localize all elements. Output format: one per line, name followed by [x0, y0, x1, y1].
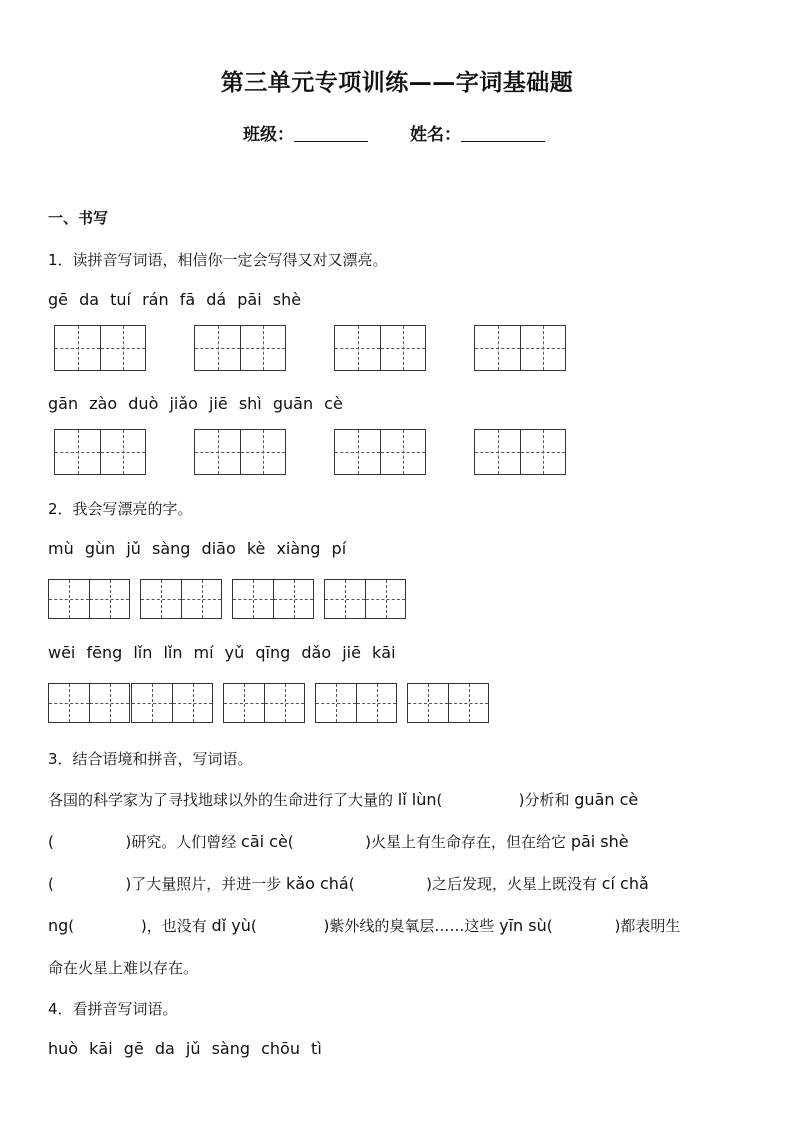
writing-box[interactable] [131, 683, 213, 723]
guide-line-vertical [161, 580, 162, 618]
character-cell[interactable] [240, 326, 285, 370]
character-cell[interactable] [240, 430, 285, 474]
guide-line-vertical [403, 326, 404, 370]
writing-box[interactable] [54, 325, 146, 371]
q3-line5: 命在火星上难以存在。 [48, 959, 199, 977]
q2-pinyin-row2: wēi fēng lǐn lǐn mí yǔ qīng dǎo jiē kāi [48, 643, 396, 662]
character-cell[interactable] [380, 430, 425, 474]
writing-box[interactable] [474, 429, 566, 475]
guide-line-vertical [244, 684, 245, 722]
q3-text: 都表明生 [620, 917, 681, 935]
character-cell[interactable] [195, 430, 240, 474]
character-cell[interactable] [89, 580, 129, 618]
guide-line-vertical [110, 580, 111, 618]
writing-box[interactable] [48, 579, 130, 619]
q3-text: 了大量照片，并进一步 [131, 875, 287, 893]
guide-line-vertical [386, 580, 387, 618]
writing-box[interactable] [334, 429, 426, 475]
q1-pinyin-row2: gān zào duò jiǎo jiē shì guān cè [48, 394, 343, 413]
guide-line-vertical [543, 326, 544, 370]
writing-box[interactable] [407, 683, 489, 723]
q1-prompt: 1．读拼音写词语，相信你一定会写得又对又漂亮。 [48, 251, 388, 269]
character-cell[interactable] [356, 684, 396, 722]
q3-blank[interactable]: ( ) [250, 917, 330, 935]
class-field [243, 120, 368, 145]
q3-text: 之后发现，火星上既没有 [431, 875, 602, 893]
character-cell[interactable] [380, 326, 425, 370]
q3-blank[interactable]: ( ) [68, 917, 147, 935]
q4-pinyin-row1: huò kāi gē da jǔ sàng chōu tì [48, 1039, 322, 1058]
guide-line-vertical [336, 684, 337, 722]
q3-blank[interactable]: ( ) [48, 875, 132, 893]
q1-pinyin-row1: gē da tuí rán fā dá pāi shè [48, 290, 302, 309]
writing-box[interactable] [324, 579, 406, 619]
name-label: 姓名： [410, 125, 461, 145]
character-cell[interactable] [224, 684, 264, 722]
q3-pinyin: lǐ lùn [397, 790, 437, 809]
guide-line-vertical [69, 580, 70, 618]
guide-line-vertical [428, 684, 429, 722]
q3-pinyin: ng [48, 916, 69, 935]
guide-line-vertical [110, 684, 111, 722]
q3-blank[interactable]: ( ) [48, 833, 132, 851]
q3-text: 各国的科学家为了寻找地球以外的生命进行了大量的 [48, 791, 398, 809]
guide-line-vertical [403, 430, 404, 474]
character-cell[interactable] [325, 580, 365, 618]
character-cell[interactable] [316, 684, 356, 722]
guide-line-vertical [285, 684, 286, 722]
character-cell[interactable] [132, 684, 172, 722]
q3-text: 紫外线的臭氧层……这些 [329, 917, 500, 935]
character-cell[interactable] [448, 684, 488, 722]
q3-text: 分析和 [524, 791, 575, 809]
character-cell[interactable] [195, 326, 240, 370]
character-cell[interactable] [172, 684, 212, 722]
character-cell[interactable] [475, 326, 520, 370]
guide-line-vertical [152, 684, 153, 722]
page-title: 第三单元专项训练——字词基础题 [220, 70, 574, 96]
character-cell[interactable] [233, 580, 273, 618]
q3-pinyin: dǐ yù [211, 916, 251, 935]
character-cell[interactable] [520, 430, 565, 474]
guide-line-vertical [202, 580, 203, 618]
guide-line-vertical [193, 684, 194, 722]
guide-line-vertical [78, 430, 79, 474]
character-cell[interactable] [141, 580, 181, 618]
q3-text: 研究。人们曾经 [131, 833, 242, 851]
q3-pinyin: kǎo chá [286, 874, 349, 893]
writing-box[interactable] [54, 429, 146, 475]
writing-box[interactable] [223, 683, 305, 723]
q3-line3 [48, 873, 649, 894]
character-cell[interactable] [335, 430, 380, 474]
q3-line4 [48, 915, 680, 936]
character-cell[interactable] [520, 326, 565, 370]
writing-box[interactable] [232, 579, 314, 619]
character-cell[interactable] [273, 580, 313, 618]
guide-line-vertical [294, 580, 295, 618]
q3-pinyin: cí chǎ [601, 874, 649, 893]
guide-line-vertical [78, 326, 79, 370]
character-cell[interactable] [89, 684, 129, 722]
guide-line-vertical [498, 430, 499, 474]
character-cell[interactable] [335, 326, 380, 370]
character-cell[interactable] [100, 430, 145, 474]
q3-pinyin: guān cè [574, 790, 639, 809]
character-cell[interactable] [408, 684, 448, 722]
character-cell[interactable] [49, 580, 89, 618]
guide-line-vertical [263, 326, 264, 370]
writing-box[interactable] [194, 325, 286, 371]
q3-text: 火星上有生命存在，但在给它 [371, 833, 571, 851]
guide-line-vertical [543, 430, 544, 474]
character-cell[interactable] [100, 326, 145, 370]
guide-line-vertical [345, 580, 346, 618]
section-heading: 一、书写 [48, 209, 109, 227]
guide-line-vertical [218, 430, 219, 474]
q3-blank[interactable]: ( ) [348, 875, 432, 893]
character-cell[interactable] [365, 580, 405, 618]
writing-box[interactable] [194, 429, 286, 475]
character-cell[interactable] [475, 430, 520, 474]
guide-line-vertical [263, 430, 264, 474]
writing-box[interactable] [334, 325, 426, 371]
q3-prompt: 3．结合语境和拼音，写词语。 [48, 750, 253, 768]
q3-pinyin: yīn sù [499, 916, 547, 935]
q3-text: ，也没有 [146, 917, 212, 935]
q3-blank[interactable]: ( ) [287, 833, 372, 851]
q2-prompt: 2．我会写漂亮的字。 [48, 500, 193, 518]
guide-line-vertical [469, 684, 470, 722]
character-cell[interactable] [55, 430, 100, 474]
writing-box[interactable] [315, 683, 397, 723]
q3-line2 [48, 831, 629, 852]
guide-line-vertical [123, 326, 124, 370]
q4-prompt: 4．看拼音写词语。 [48, 1000, 178, 1018]
q2-pinyin-row1: mù gùn jǔ sàng diāo kè xiàng pí [48, 539, 347, 558]
writing-box[interactable] [140, 579, 222, 619]
guide-line-vertical [358, 430, 359, 474]
guide-line-vertical [123, 430, 124, 474]
character-cell[interactable] [49, 684, 89, 722]
q3-blank[interactable]: ( ) [436, 791, 525, 809]
q3-pinyin: cāi cè [241, 832, 288, 851]
q3-line1 [48, 789, 638, 810]
writing-box[interactable] [48, 683, 130, 723]
guide-line-vertical [498, 326, 499, 370]
class-blank[interactable] [294, 127, 368, 142]
character-cell[interactable] [181, 580, 221, 618]
guide-line-vertical [253, 580, 254, 618]
guide-line-vertical [358, 326, 359, 370]
character-cell[interactable] [264, 684, 304, 722]
character-cell[interactable] [55, 326, 100, 370]
guide-line-vertical [377, 684, 378, 722]
name-field [410, 120, 545, 145]
guide-line-vertical [218, 326, 219, 370]
guide-line-vertical [69, 684, 70, 722]
q3-pinyin: pāi shè [570, 832, 629, 851]
class-label: 班级： [243, 125, 294, 145]
q3-blank[interactable]: ( ) [546, 917, 621, 935]
name-blank[interactable] [461, 127, 545, 142]
writing-box[interactable] [474, 325, 566, 371]
